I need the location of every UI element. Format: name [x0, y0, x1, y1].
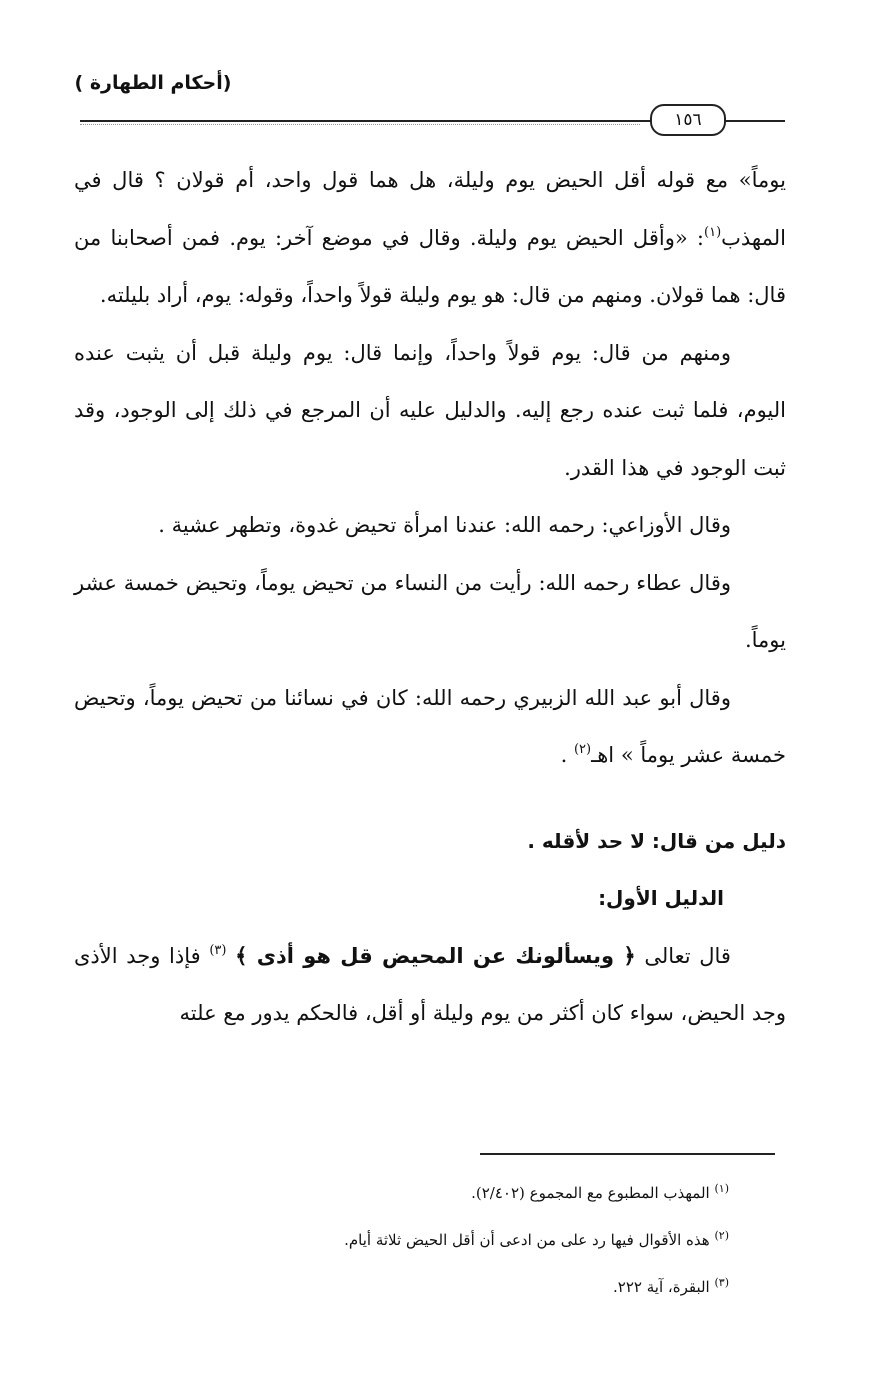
paragraph-4: وقال عطاء رحمه الله: رأيت من النساء من تحيض يوماً، وتحيض خمسة عشر يوماً. [74, 570, 786, 652]
footnote-3-mark: (٣) [714, 1276, 729, 1289]
footnote-3 [74, 1264, 729, 1311]
footnote-2-mark: (٢) [714, 1229, 729, 1242]
paragraph-6-part-a: قال تعالى [635, 943, 731, 968]
footnote-1-mark: (١) [714, 1182, 729, 1195]
footnotes [74, 1170, 729, 1311]
footnote-2 [74, 1217, 729, 1264]
paragraph-1-part-b: : «وأقل الحيض يوم وليلة. وقال في موضع آخر: يوم. فمن أصحابنا من قال: هما قولان. ومنهم من قال: هو يوم وليلة قولاً واحداً، وقوله: يوم، أراد بليلته. [74, 225, 786, 307]
footnote-3-text: البقرة، آية ٢٢٢. [613, 1278, 710, 1296]
paragraph-5 [74, 670, 786, 785]
paragraph-6-part-b: فإذا وجد الأذى وجد الحيض، سواء كان أكثر من يوم وليلة أو أقل، فالحكم يدور مع علته [74, 943, 786, 1025]
paragraph-6 [74, 928, 786, 1043]
paragraph-1 [74, 152, 786, 325]
running-title: (أحكام الطهارة ) [74, 72, 232, 94]
footnote-1-text: المهذب المطبوع مع المجموع (٢/٤٠٢). [471, 1184, 710, 1202]
paragraph-5-part-b: . [560, 743, 574, 767]
quran-verse: ﴿ ويسألونك عن المحيض قل هو أذى ﴾ [235, 943, 636, 968]
section-heading: دليل من قال: لا حد لأقله . [527, 828, 786, 853]
footnote-ref-2: (٢) [573, 742, 592, 757]
paragraph-5-part-a: وقال أبو عبد الله الزبيري رحمه الله: كان في نسائنا من تحيض يوماً، وتحيض خمسة عشر يوماً » اهـ [74, 685, 786, 767]
footnote-rule [480, 1153, 775, 1155]
section-subheading: الدليل الأول: [598, 886, 724, 910]
footnote-ref-3: (٣) [209, 942, 227, 958]
footnote-ref-1: (١) [704, 224, 722, 240]
section-gap [74, 785, 786, 813]
paragraph-3: وقال الأوزاعي: رحمه الله: عندنا امرأة تحيض غدوة، وتطهر عشية . [158, 513, 731, 537]
main-text [74, 152, 786, 1043]
footnote-2-text: هذه الأقوال فيها رد على من ادعى أن أقل الحيض ثلاثة أيام. [344, 1231, 710, 1249]
page-number: ١٥٦ [650, 104, 726, 136]
paragraph-1-part-a: يوماً» مع قوله أقل الحيض يوم وليلة، هل هما قول واحد، أم قولان ؟ قال في المهذب [74, 168, 786, 250]
paragraph-2: ومنهم من قال: يوم قولاً واحداً، وإنما قال: يوم وليلة قبل أن يثبت عنده اليوم، فلما ثبت عنده رجع إليه. والدليل عليه أن المرجع في ذلك إلى الوجود، وقد ثبت الوجود في هذا القدر. [74, 340, 786, 480]
footnote-1 [74, 1170, 729, 1217]
header-rule-dotted [80, 124, 640, 125]
